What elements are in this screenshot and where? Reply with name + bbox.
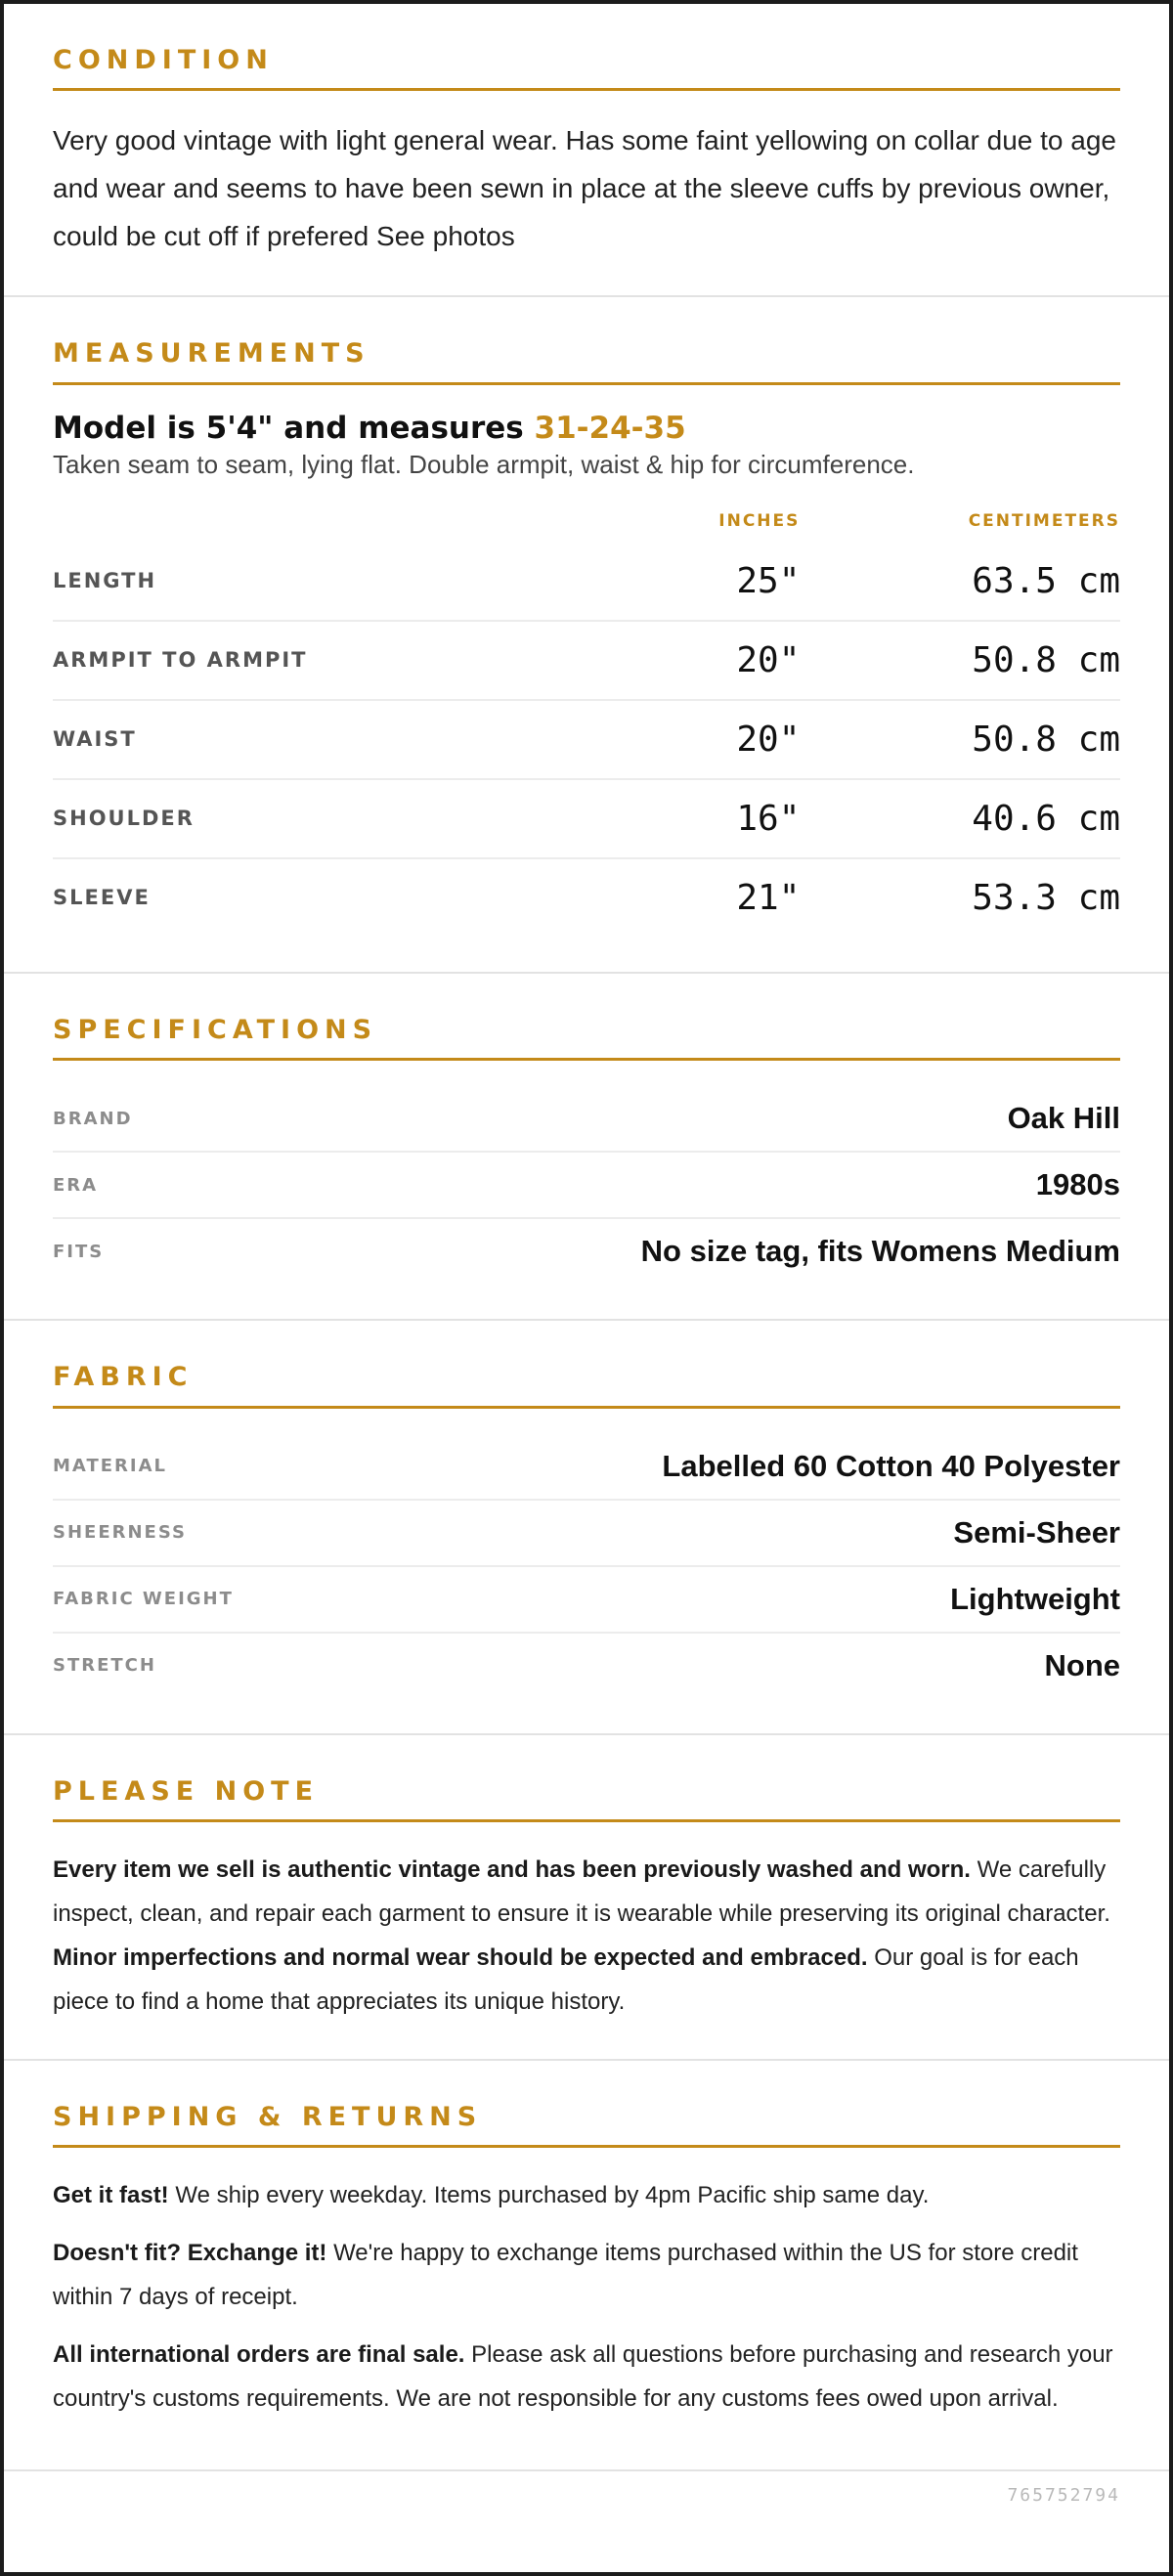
cm-column-header: CENTIMETERS [968,510,1120,531]
measurements-heading: MEASUREMENTS [53,338,1120,384]
measurement-cm: 53.3 cm [972,877,1120,918]
measurement-cm: 50.8 cm [800,700,1120,779]
spec-value: 1980s [1035,1167,1120,1202]
measurement-label: SLEEVE [53,886,151,910]
fabric-row-stretch [53,1634,1120,1698]
spec-label: STRETCH [53,1655,156,1677]
measurement-label: WAIST [53,700,586,779]
model-info [53,411,1120,446]
measurement-label: SHOULDER [53,779,586,858]
measurement-cm: 63.5 cm [800,543,1120,621]
note-text-1: We carefully inspect, clean, and repair each garment to ensure it is wearable while preserving its original character. [53,1856,1110,1927]
spec-label: MATERIAL [53,1456,167,1477]
spec-label: FITS [53,1241,105,1262]
shipping-exchange-bold: Doesn't fit? Exchange it! [53,2240,327,2267]
model-measures: 31-24-35 [534,410,686,446]
measurement-inches: 25" [586,543,800,621]
condition-section [4,4,1169,297]
please-note-section [4,1735,1169,2061]
shipping-section [4,2061,1169,2471]
specifications-section [4,974,1169,1321]
spec-label: SHEERNESS [53,1522,187,1544]
inches-column-header: INCHES [718,510,801,531]
shipping-exchange-text: We're happy to exchange items purchased within the US for store credit within 7 days of receipt. [53,2240,1078,2311]
table-row [53,543,1120,621]
table-row [53,621,1120,700]
measurement-inches: 20" [586,700,800,779]
spec-value: None [1044,1647,1120,1682]
measurement-cm: 40.6 cm [800,779,1120,858]
measurement-note: Taken seam to seam, lying flat. Double armpit, waist & hip for circumference. [53,449,915,479]
shipping-fast-bold: Get it fast! [53,2182,169,2209]
note-bold-1: Every item we sell is authentic vintage and has been previously washed and worn. [53,1856,971,1883]
measurement-label: ARMPIT TO ARMPIT [53,621,586,700]
spec-row-era [53,1153,1120,1219]
shipping-exchange [53,2231,1120,2319]
measurement-inches: 21" [736,877,801,918]
table-row [53,858,1120,937]
shipping-international-bold: All international orders are final sale. [53,2341,465,2369]
measurement-cm: 50.8 cm [800,621,1120,700]
measurements-section [4,297,1169,973]
table-row [53,779,1120,858]
spec-label: BRAND [53,1108,133,1129]
measurements-table [53,498,1120,937]
table-row [53,700,1120,779]
spec-value: Labelled 60 Cotton 40 Polyester [662,1448,1120,1483]
label-column-header [53,498,586,543]
spec-label: ERA [53,1174,99,1196]
item-id: 765752794 [1007,2485,1120,2507]
specifications-list [53,1086,1120,1284]
fabric-heading: FABRIC [53,1362,1120,1408]
note-bold-2: Minor imperfections and normal wear should be expected and embraced. [53,1943,868,1971]
spec-value: No size tag, fits Womens Medium [640,1234,1120,1269]
condition-text: Very good vintage with light general wear. Has some faint yellowing on collar due to age and wear and seems to have been sewn in place at the sleeve cuffs by previous owner, could be cut off if prefered See photos [53,125,1116,252]
specifications-heading: SPECIFICATIONS [53,1015,1120,1061]
fabric-row-sheerness [53,1501,1120,1567]
measurement-inches: 20" [586,621,800,700]
fabric-row-weight [53,1567,1120,1634]
model-prefix: Model is 5'4" and measures [53,410,535,446]
measurement-label: LENGTH [53,543,586,621]
measurement-inches: 16" [586,779,800,858]
spec-value: Lightweight [950,1581,1120,1616]
spec-row-brand [53,1086,1120,1153]
shipping-fast [53,2173,1120,2217]
please-note-text [53,1848,1120,2024]
spec-value: Oak Hill [1007,1101,1120,1136]
spec-row-fits [53,1219,1120,1284]
condition-heading: CONDITION [53,45,1120,91]
shipping-international [53,2333,1120,2421]
shipping-international-text: Please ask all questions before purchasing and research your country's customs requirements. We are not responsible for any customs fees owed upon arrival. [53,2341,1113,2413]
please-note-heading: PLEASE NOTE [53,1776,1120,1822]
shipping-heading: SHIPPING & RETURNS [53,2102,1120,2148]
fabric-row-material [53,1434,1120,1501]
note-text-2: Our goal is for each piece to find a home that appreciates its unique history. [53,1943,1079,2015]
spec-value: Semi-Sheer [953,1514,1120,1550]
fabric-section [4,1321,1169,1734]
shipping-fast-text: We ship every weekday. Items purchased by 4pm Pacific ship same day. [168,2182,930,2209]
fabric-list [53,1434,1120,1698]
spec-label: FABRIC WEIGHT [53,1589,234,1610]
